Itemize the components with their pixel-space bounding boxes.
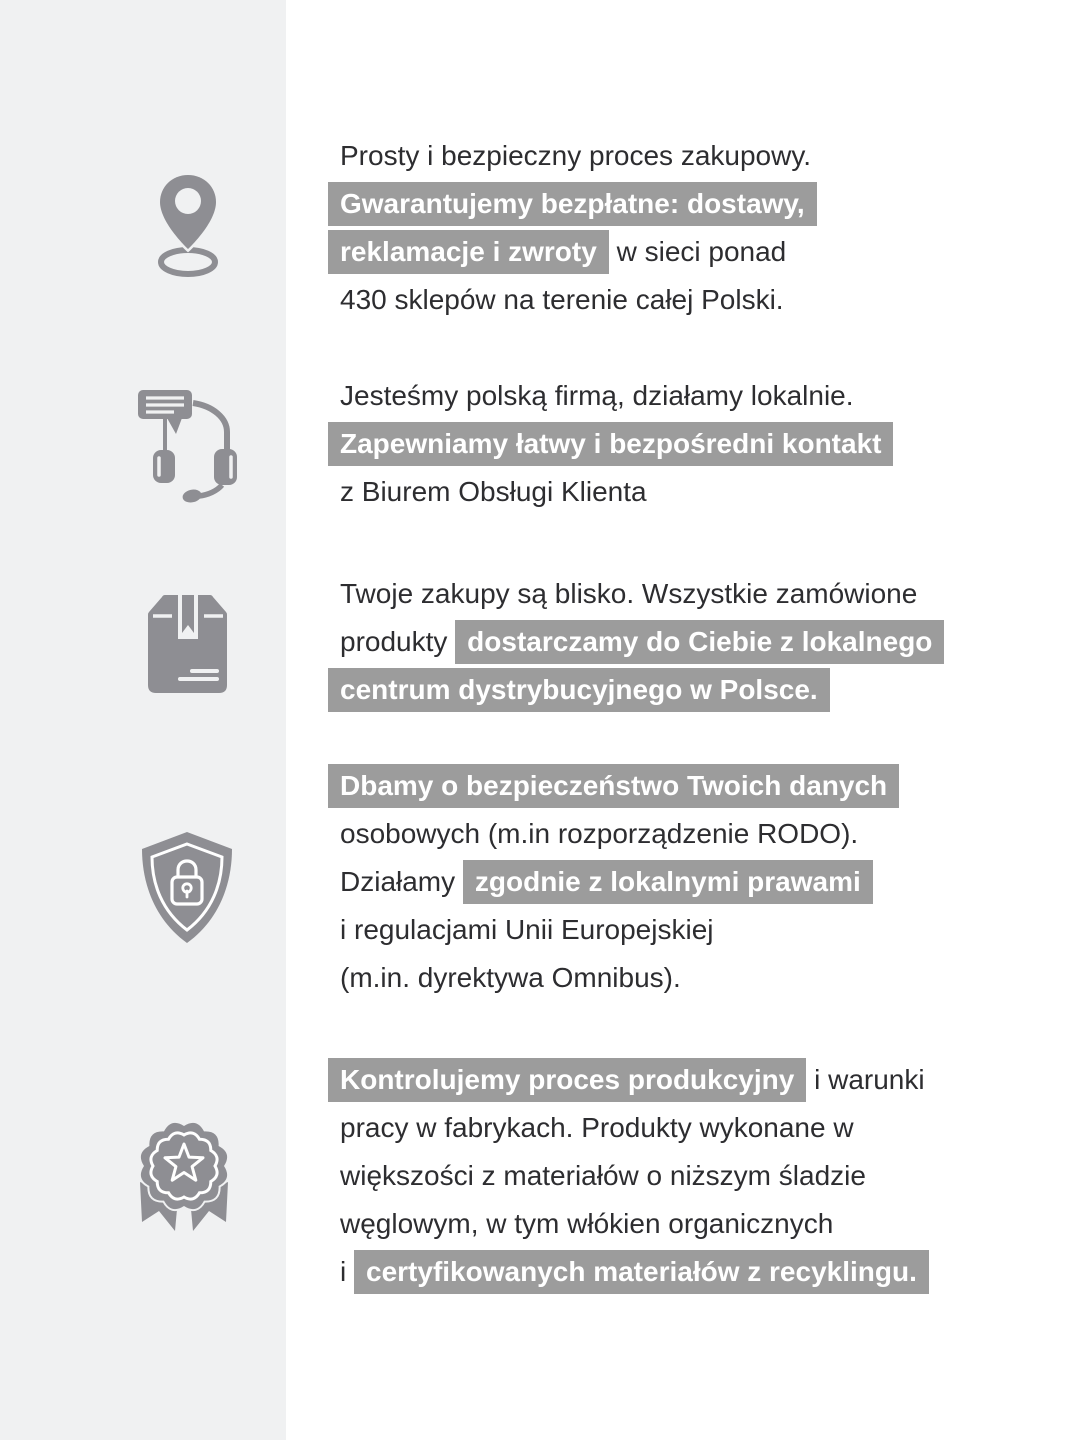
text-line [340,762,899,810]
highlighted-text: reklamacje i zwroty [328,230,609,274]
text-line [340,858,899,906]
highlighted-text: dostarczamy do Ciebie z lokalnego [455,620,944,664]
text-line [340,132,817,180]
text-line [340,1248,929,1296]
package-box-icon [148,592,227,693]
text-line [340,666,944,714]
section-lines [340,372,893,516]
highlighted-text: Gwarantujemy bezpłatne: dostawy, [328,182,817,226]
text-line [340,810,899,858]
body-text: pracy w fabrykach. Produkty wykonane w [340,1112,854,1143]
text-line [340,276,817,324]
section-free-delivery-returns [340,132,817,324]
headset-chat-icon [138,390,237,503]
text-line [340,618,944,666]
text-line [340,420,893,468]
section-lines [340,570,944,714]
text-line [340,372,893,420]
location-pin-icon [156,172,220,276]
body-text: z Biurem Obsługi Klienta [340,476,647,507]
section-lines [340,1056,929,1296]
highlighted-text: Dbamy o bezpieczeństwo Twoich danych [328,764,899,808]
body-text: w sieci ponad [608,236,787,267]
highlighted-text: certyfikowanych materiałów z recyklingu. [354,1250,929,1294]
highlighted-text: Zapewniamy łatwy i bezpośredni kontakt [328,422,893,466]
body-text: i regulacjami Unii Europejskiej [340,914,714,945]
body-text: produkty [340,626,456,657]
text-line [340,954,899,1002]
highlighted-text: Kontrolujemy proces produkcyjny [328,1058,806,1102]
body-text: Prosty i bezpieczny proces zakupowy. [340,140,812,171]
highlighted-text: centrum dystrybucyjnego w Polsce. [328,668,830,712]
section-local-distribution [340,570,944,714]
body-text: większości z materiałów o niższym śladzie [340,1160,866,1191]
body-text: (m.in. dyrektywa Omnibus). [340,962,681,993]
section-production-control [340,1056,929,1296]
text-line [340,180,817,228]
body-text: osobowych (m.in rozporządzenie RODO). [340,818,859,849]
body-text: Działamy [340,866,463,897]
body-text: Jesteśmy polską firmą, działamy lokalnie. [340,380,854,411]
body-text: i warunki [806,1064,925,1095]
highlighted-text: zgodnie z lokalnymi prawami [463,860,873,904]
section-data-security [340,762,899,1002]
body-text: Twoje zakupy są blisko. Wszystkie zamówione [340,578,918,609]
section-local-contact [340,372,893,516]
text-line [340,570,944,618]
section-lines [340,132,817,324]
text-line [340,468,893,516]
text-line [340,906,899,954]
text-line [340,1056,929,1104]
body-text: węglowym, w tym włókien organicznych [340,1208,834,1239]
award-badge-icon [130,1118,238,1238]
text-line [340,1152,929,1200]
section-lines [340,762,899,1002]
text-line [340,1200,929,1248]
text-line [340,1104,929,1152]
shield-lock-icon [137,830,237,943]
body-text: 430 sklepów na terenie całej Polski. [340,284,784,315]
text-line [340,228,817,276]
body-text: i [340,1256,354,1287]
